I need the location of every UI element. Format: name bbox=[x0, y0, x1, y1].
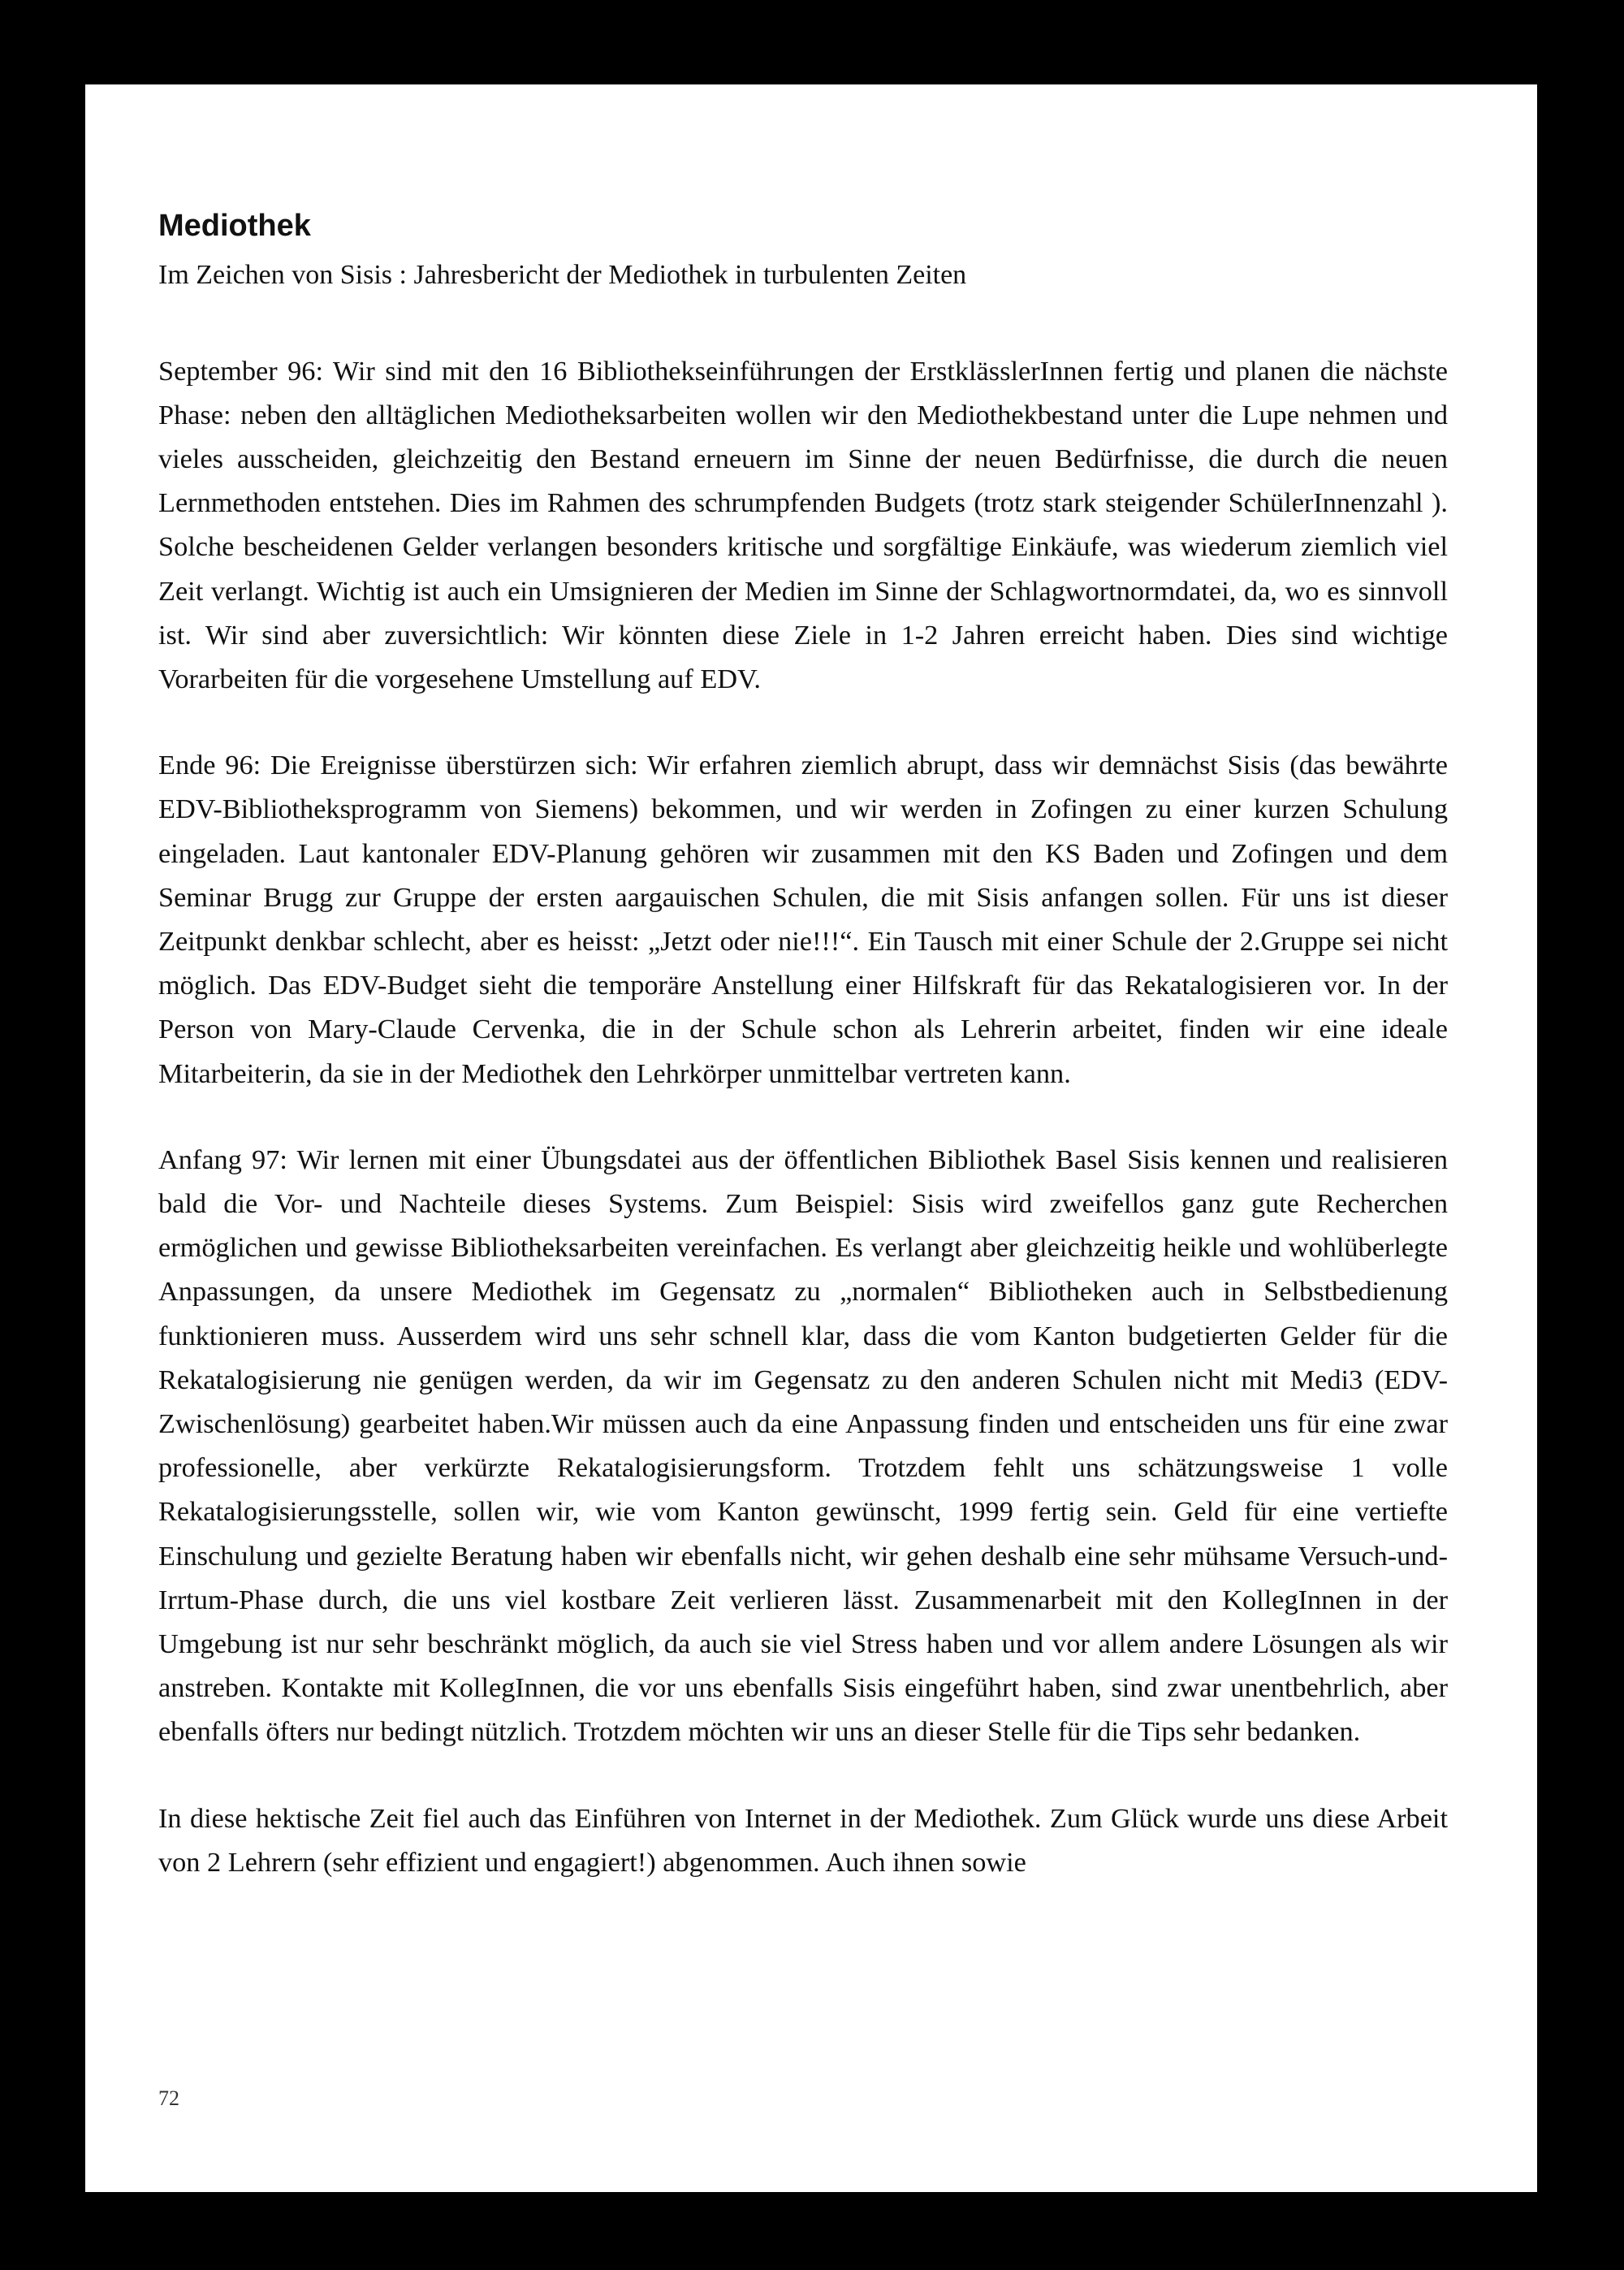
paragraph-internet: In diese hektische Zeit fiel auch das Einführen von Internet in der Mediothek. Zum Glück wurde uns diese Arbeit von 2 Lehrern (sehr effizient und engagiert!) abgenommen. Auch ihnen sowie bbox=[158, 1802, 1448, 1878]
page-title: Mediothek bbox=[158, 209, 311, 243]
paragraph-september-96: September 96: Wir sind mit den 16 Bibliothekseinführungen der ErstklässlerInnen fertig und planen die nächste Phase: neben den alltäglichen Mediotheksarbeiten wollen wir den Mediothekbestand unter die Lupe nehmen und vieles ausscheiden, gleichzeitig den Bestand erneuern im Sinne der neuen Bedürfnisse, die durch die neuen Lernmethoden entstehen. Dies im Rahmen des schrumpfenden Budgets (trotz stark steigender SchülerInnenzahl ). Solche bescheidenen Gelder verlangen besonders kritische und sorgfältige Einkäufe, was wiederum ziemlich viel Zeit verlangt. Wichtig ist auch ein Umsignieren der Medien im Sinne der Schlagwortnormdatei, da, wo es sinnvoll ist. Wir sind aber zuversichtlich: Wir könnten diese Ziele in 1-2 Jahren erreicht haben. Dies sind wichtige Vorarbeiten für die vorgesehene Umstellung auf EDV. bbox=[158, 355, 1448, 695]
document-page bbox=[85, 84, 1537, 2192]
page-subtitle: Im Zeichen von Sisis : Jahresbericht der Mediothek in turbulenten Zeiten bbox=[158, 259, 967, 290]
paragraph-ende-96: Ende 96: Die Ereignisse überstürzen sich: Wir erfahren ziemlich abrupt, dass wir demnächst Sisis (das bewährte EDV-Bibliotheksprogramm von Siemens) bekommen, und wir werden in Zofingen zu einer kurzen Schulung eingeladen. Laut kantonaler EDV-Planung gehören wir zusammen mit den KS Baden und Zofingen und dem Seminar Brugg zur Gruppe der ersten aargauischen Schulen, die mit Sisis anfangen sollen. Für uns ist dieser Zeitpunkt denkbar schlecht, aber es heisst: „Jetzt oder nie!!!“. Ein Tausch mit einer Schule der 2.Gruppe sei nicht möglich. Das EDV-Budget sieht die temporäre Anstellung einer Hilfskraft für das Rekatalogisieren vor. In der Person von Mary-Claude Cervenka, die in der Schule schon als Lehrerin arbeitet, finden wir eine ideale Mitarbeiterin, da sie in der Mediothek den Lehrkörper unmittelbar vertreten kann. bbox=[158, 750, 1448, 1089]
paragraph-anfang-97: Anfang 97: Wir lernen mit einer Übungsdatei aus der öffentlichen Bibliothek Basel Sisis kennen und realisieren bald die Vor- und Nachteile dieses Systems. Zum Beispiel: Sisis wird zweifellos ganz gute Recherchen ermöglichen und gewisse Bibliotheksarbeiten vereinfachen. Es verlangt aber gleichzeitig heikle und wohlüberlegte Anpassungen, da unsere Mediothek im Gegensatz zu „normalen“ Bibliotheken auch in Selbstbedienung funktionieren muss. Ausserdem wird uns sehr schnell klar, dass die vom Kanton budgetierten Gelder für die Rekatalogisierung nie genügen werden, da wir im Gegensatz zu den anderen Schulen nicht mit Medi3 (EDV-Zwischenlösung) gearbeitet haben.Wir müssen auch da eine Anpassung finden und entscheiden uns für eine zwar professionelle, aber verkürzte Rekatalogisierungsform. Trotzdem fehlt uns schätzungsweise 1 volle Rekatalogisierungsstelle, sollen wir, wie vom Kanton gewünscht, 1999 fertig sein. Geld für eine vertiefte Einschulung und gezielte Beratung haben wir ebenfalls nicht, wir gehen deshalb eine sehr mühsame Versuch-und-Irrtum-Phase durch, die uns viel kostbare Zeit verlieren lässt. Zusammenarbeit mit den KollegInnen in der Umgebung ist nur sehr beschränkt möglich, da auch sie viel Stress haben und vor allem andere Lösungen als wir anstreben. Kontakte mit KollegInnen, die vor uns ebenfalls Sisis eingeführt haben, sind zwar unentbehrlich, aber ebenfalls öfters nur bedingt nützlich. Trotzdem möchten wir uns an dieser Stelle für die Tips sehr bedanken. bbox=[158, 1144, 1448, 1748]
page-number: 72 bbox=[158, 2086, 179, 2110]
page-content bbox=[158, 208, 1448, 1926]
